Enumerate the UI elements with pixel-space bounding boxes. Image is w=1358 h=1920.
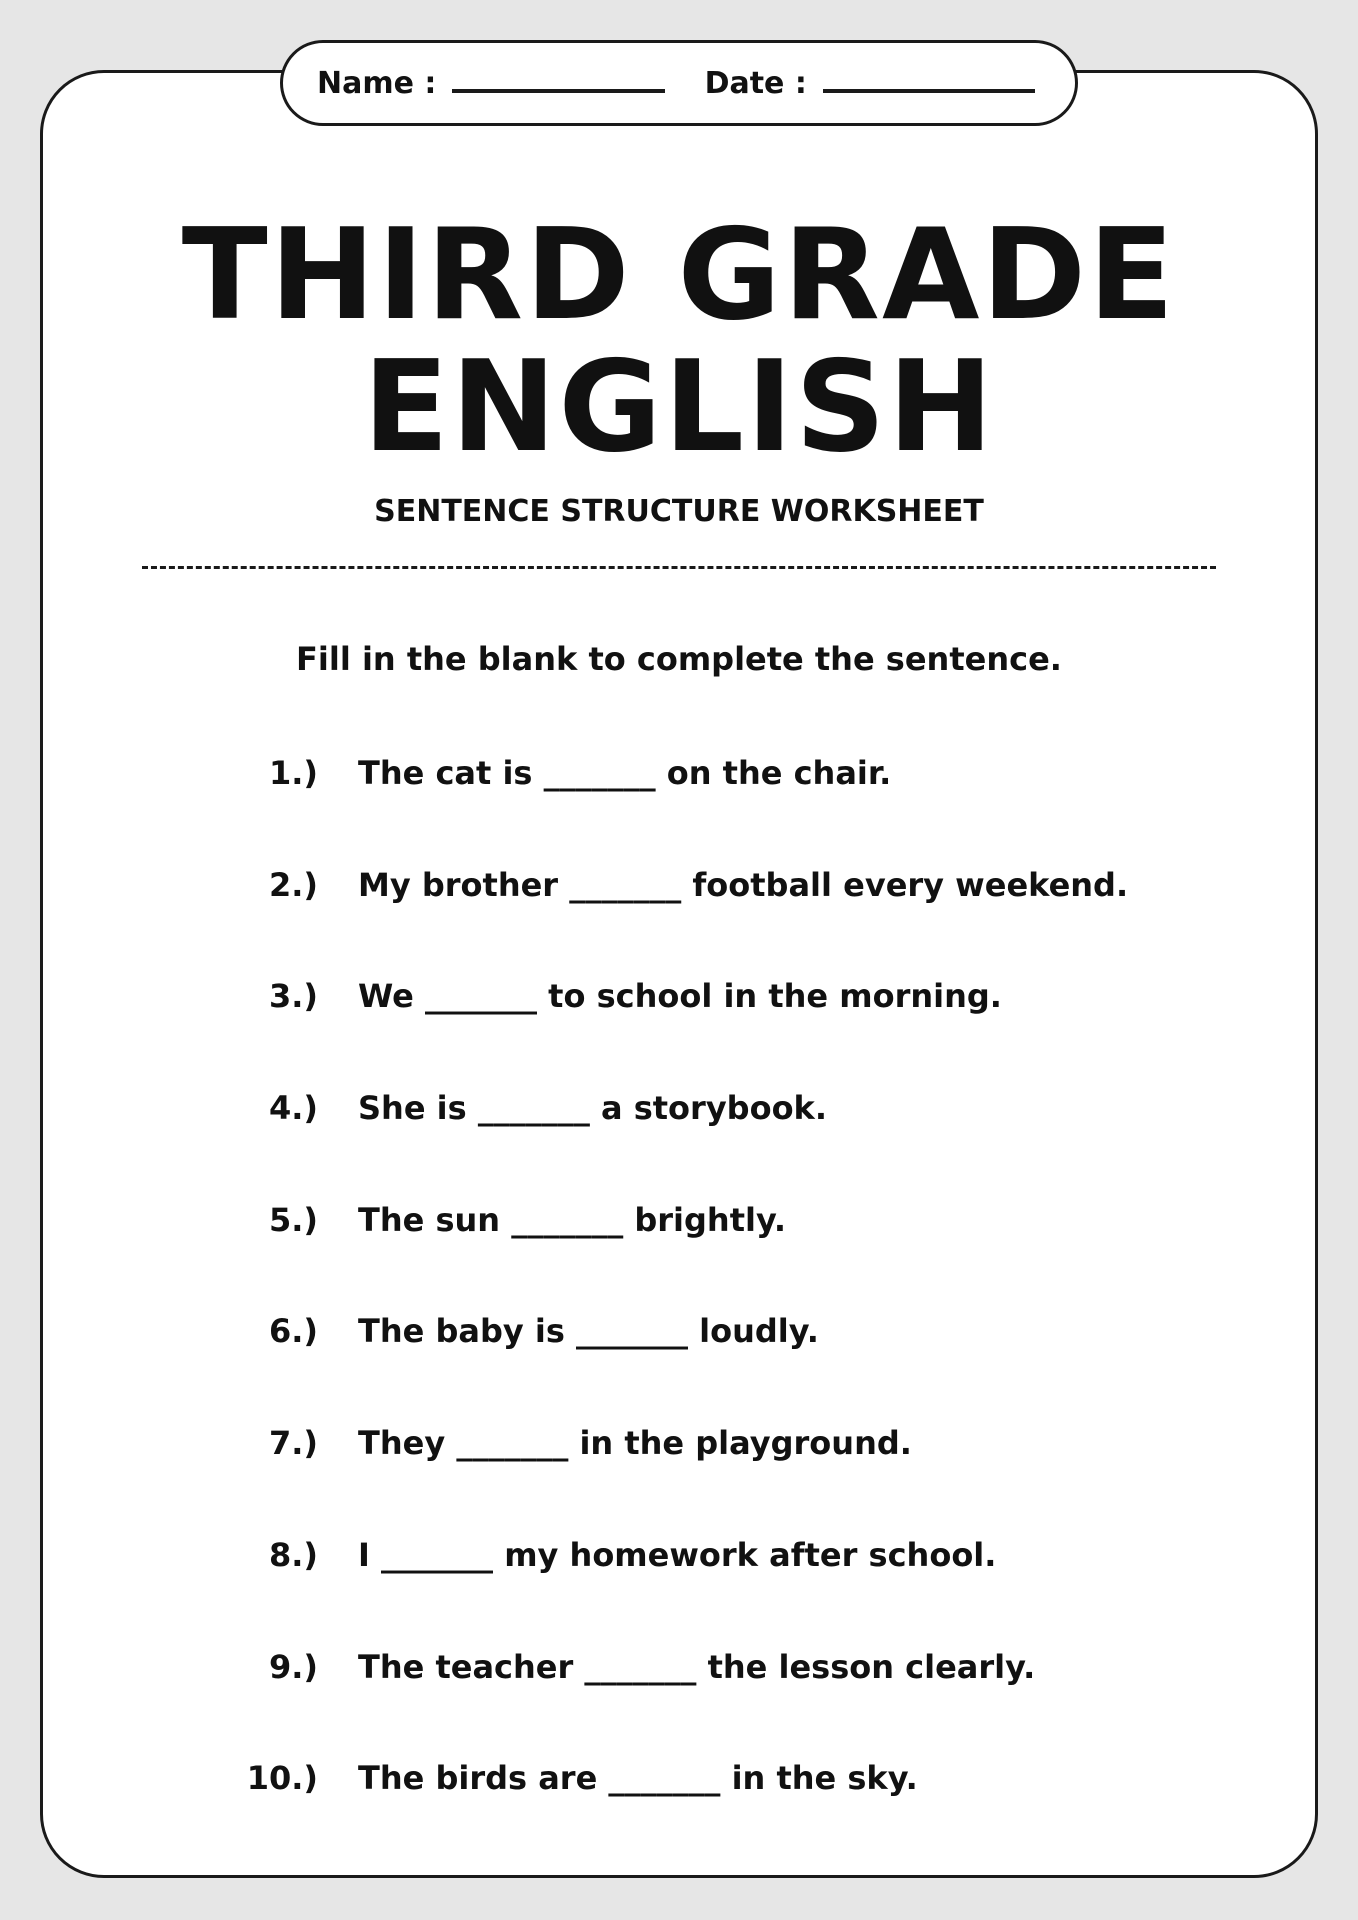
instructions-text: Fill in the blank to complete the sentence. xyxy=(296,640,1062,678)
question-text: The baby is _______ loudly. xyxy=(358,1312,819,1351)
question-number: 7.) xyxy=(268,1424,318,1463)
question-number: 2.) xyxy=(268,865,318,904)
question-number: 3.) xyxy=(268,977,318,1016)
name-label: Name : xyxy=(317,65,437,101)
question-item xyxy=(0,1415,1358,1527)
question-item xyxy=(0,1750,1358,1862)
question-number: 10.) xyxy=(246,1759,318,1798)
question-text: I _______ my homework after school. xyxy=(358,1535,997,1574)
question-item xyxy=(0,1303,1358,1415)
question-text: The cat is _______ on the chair. xyxy=(358,754,892,792)
name-blank-line[interactable] xyxy=(452,89,664,93)
question-list xyxy=(0,745,1358,1862)
question-text: She is _______ a storybook. xyxy=(358,1089,827,1128)
question-number: 4.) xyxy=(268,1089,318,1128)
question-item xyxy=(0,968,1358,1080)
date-blank-line[interactable] xyxy=(823,89,1035,93)
question-text: The birds are _______ in the sky. xyxy=(358,1759,918,1798)
question-item xyxy=(0,1639,1358,1751)
question-text: The sun _______ brightly. xyxy=(358,1200,787,1239)
worksheet-subtitle: SENTENCE STRUCTURE WORKSHEET xyxy=(374,494,984,529)
page-title-line-1: THIRD GRADE xyxy=(181,201,1177,348)
dashed-divider xyxy=(142,566,1216,569)
page-title-line-2: ENGLISH xyxy=(362,333,996,480)
question-number: 1.) xyxy=(268,754,318,792)
question-number: 5.) xyxy=(268,1200,318,1239)
question-item xyxy=(0,1192,1358,1304)
question-text: My brother _______ football every weekend. xyxy=(358,865,1129,904)
question-number: 6.) xyxy=(268,1312,318,1351)
question-item xyxy=(0,1527,1358,1639)
question-number: 8.) xyxy=(268,1535,318,1574)
question-item xyxy=(0,745,1358,857)
question-item xyxy=(0,857,1358,969)
question-text: The teacher _______ the lesson clearly. xyxy=(358,1647,1036,1686)
question-item xyxy=(0,1080,1358,1192)
date-label: Date : xyxy=(704,65,807,101)
question-text: They _______ in the playground. xyxy=(358,1424,912,1463)
name-date-header xyxy=(280,40,1078,126)
question-text: We _______ to school in the morning. xyxy=(358,977,1002,1016)
question-number: 9.) xyxy=(268,1647,318,1686)
